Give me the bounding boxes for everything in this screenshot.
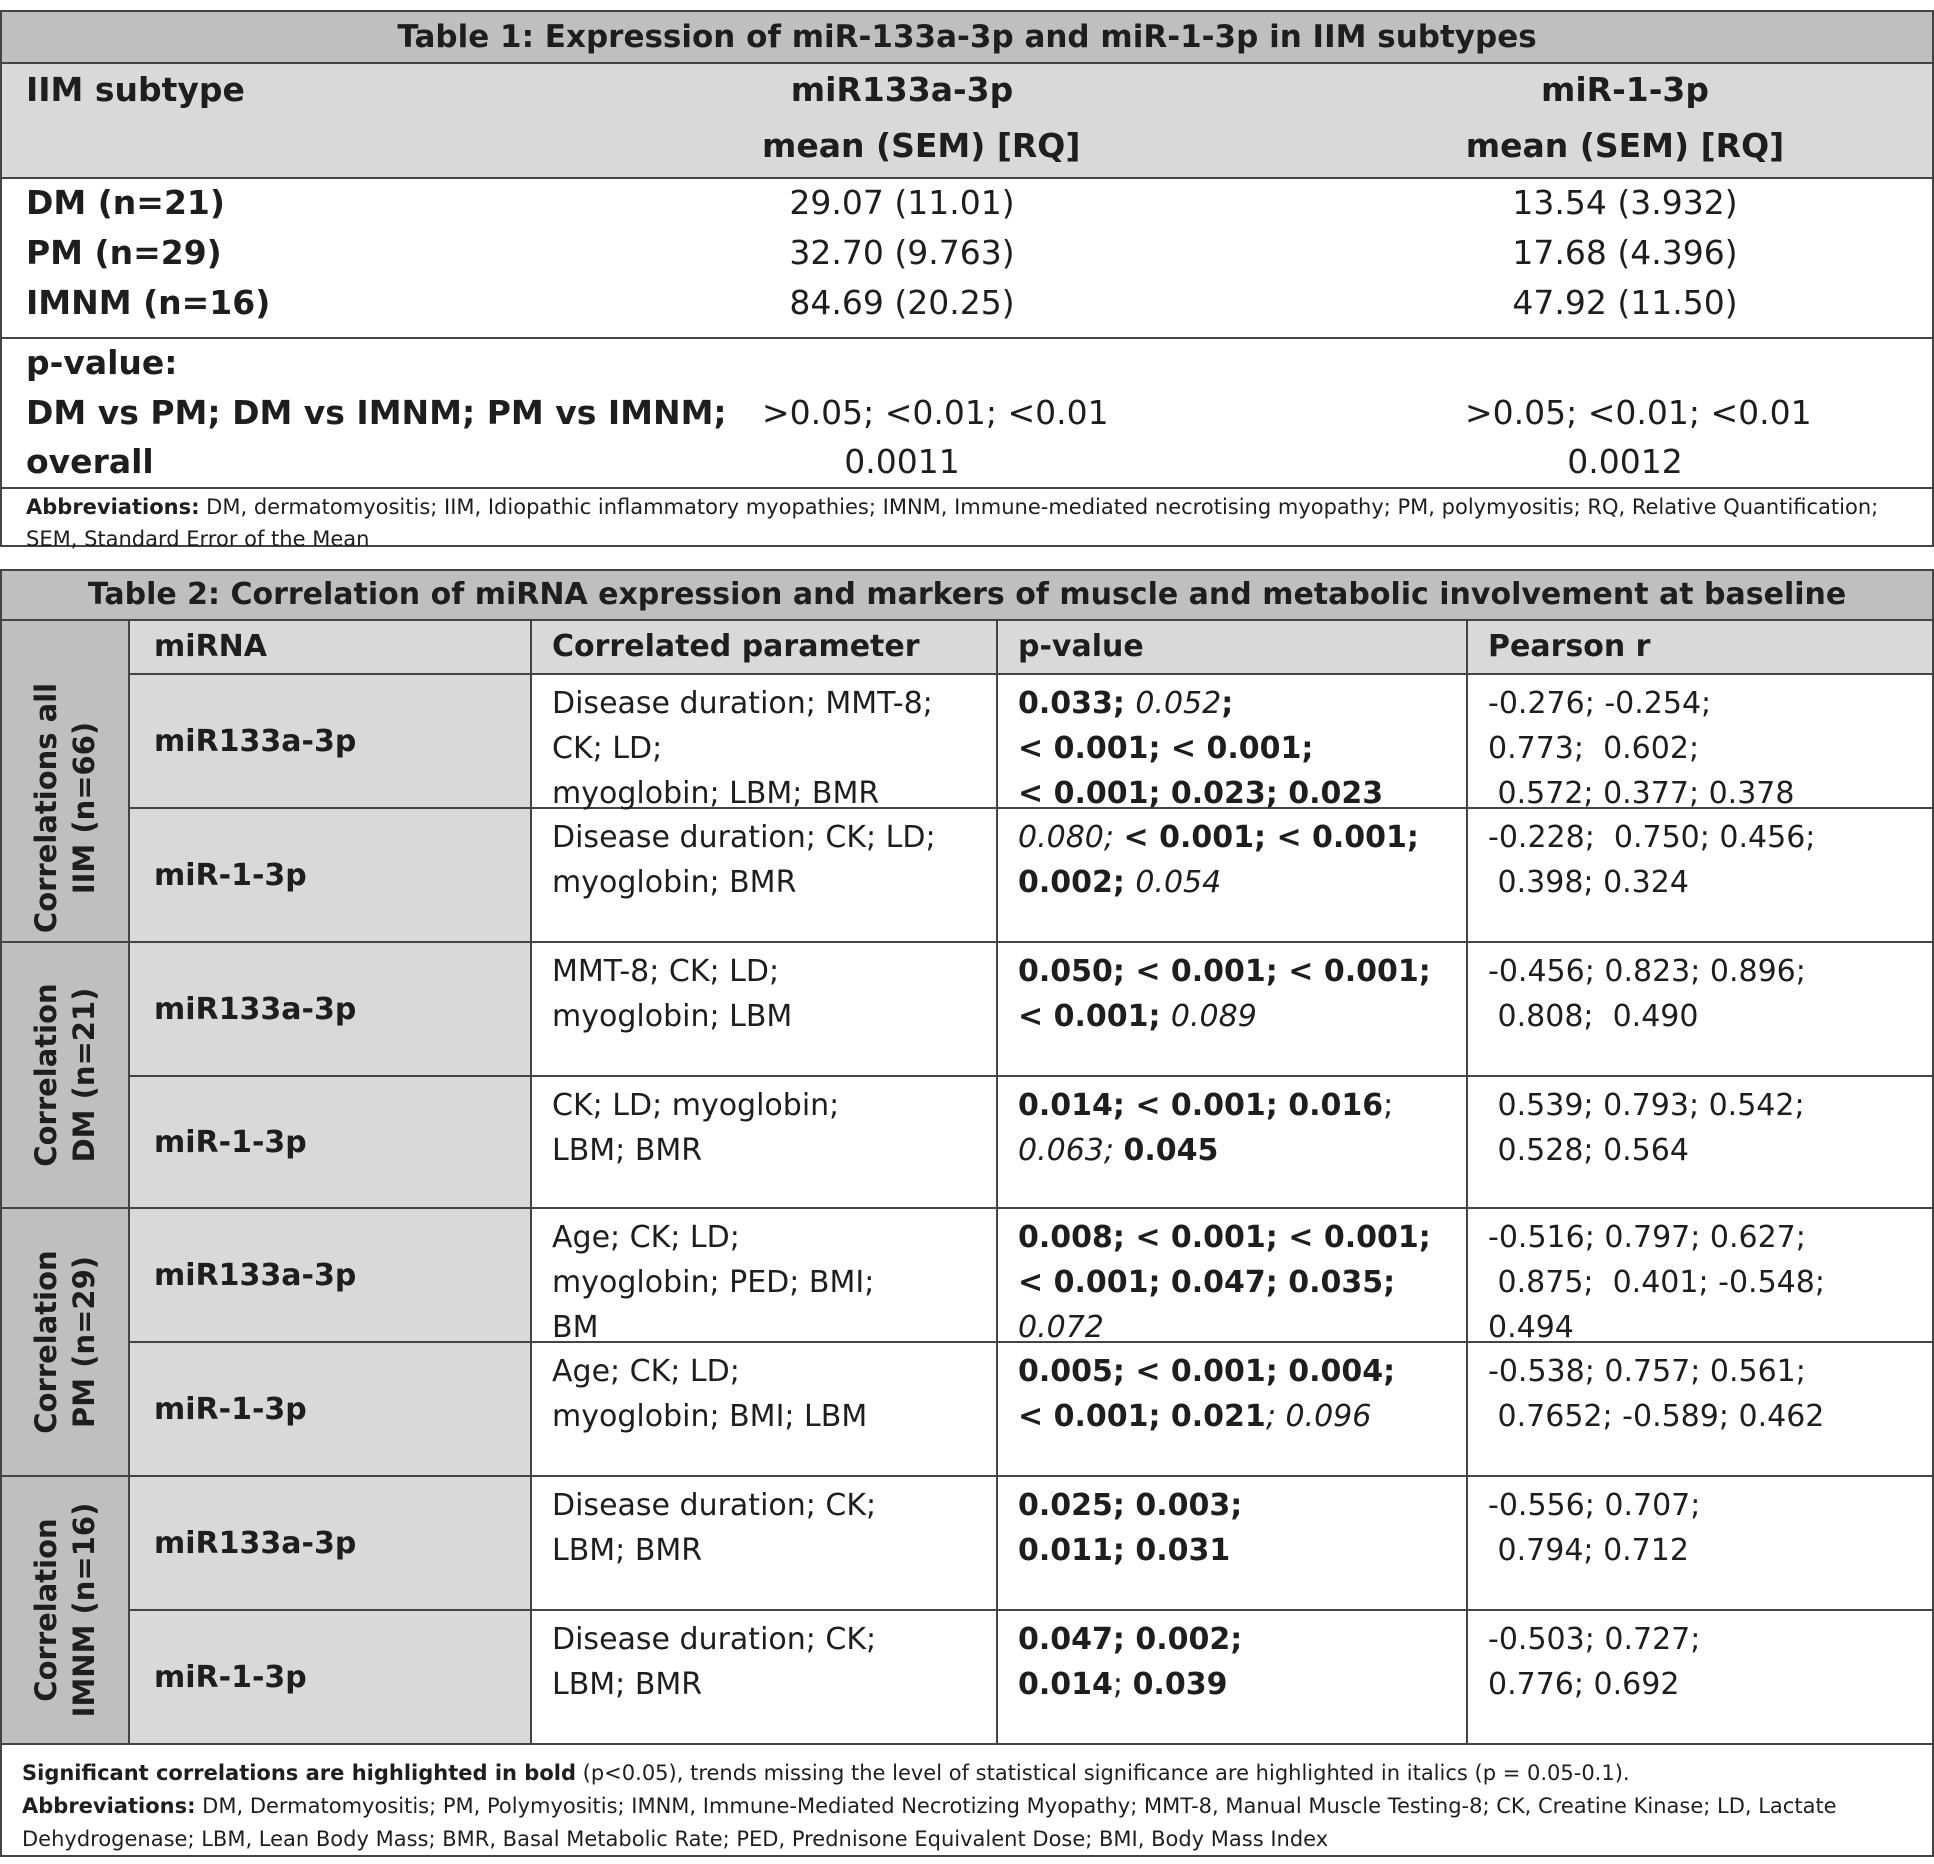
p-value-segment: 0.033;	[1018, 686, 1136, 721]
group-label-line: Correlations all	[29, 682, 63, 934]
p-value-line	[1018, 860, 1446, 905]
pearson-line: 0.875; 0.401; -0.548;	[1488, 1265, 1825, 1300]
header-mir133-stat: mean (SEM) [RQ]	[762, 126, 1081, 165]
table-1-body	[2, 179, 1932, 339]
p-value-line	[1018, 726, 1446, 771]
parameter-line: LBM; BMR	[552, 1667, 703, 1702]
pearson-line: 0.494	[1488, 1310, 1574, 1345]
p-value-segment: ;	[1112, 1667, 1133, 1702]
p-value-cell	[998, 809, 1468, 941]
mirna-cell: miR133a-3p	[130, 675, 532, 807]
group-label	[2, 675, 130, 943]
p-value-line	[1018, 1483, 1446, 1528]
overall-label: overall	[26, 442, 154, 481]
pearson-line: 0.7652; -0.589; 0.462	[1488, 1399, 1825, 1434]
p-value-segment: 0.054	[1135, 865, 1222, 900]
p-value-segment: < 0.001; 0.021	[1018, 1399, 1266, 1434]
pearson-line: 0.539; 0.793; 0.542;	[1488, 1088, 1805, 1123]
group-label-line: Correlation	[29, 1518, 63, 1702]
parameter-line: myoglobin; BMI; LBM	[552, 1399, 868, 1434]
row-mir1-value: 13.54 (3.932)	[1512, 183, 1738, 222]
p-value-segment: 0.052	[1135, 686, 1222, 721]
table-2	[0, 569, 1934, 1857]
mirna-cell: miR133a-3p	[130, 943, 532, 1075]
pearson-line: -0.503; 0.727;	[1488, 1622, 1701, 1657]
p-value-line	[1018, 1394, 1446, 1439]
p-value-cell	[998, 675, 1468, 811]
group-label-text	[27, 683, 103, 933]
header-mir1-stat: mean (SEM) [RQ]	[1465, 126, 1785, 165]
row-mir1-value: 47.92 (11.50)	[1512, 283, 1738, 322]
pearson-line: -0.228; 0.750; 0.456;	[1488, 820, 1816, 855]
group-label	[2, 1209, 130, 1477]
pearson-cell	[1468, 1209, 1932, 1345]
comparison-label: DM vs PM; DM vs IMNM; PM vs IMNM;	[26, 393, 727, 432]
p-value-line	[1018, 994, 1446, 1039]
parameter-cell	[532, 1077, 998, 1207]
header-correlated-parameter: Correlated parameter	[532, 621, 998, 673]
p-value-segment: < 0.001; 0.047; 0.035;	[1018, 1265, 1396, 1300]
mirna-cell: miR-1-3p	[130, 1611, 532, 1743]
p-value-cell	[998, 943, 1468, 1075]
parameter-line: Age; CK; LD;	[552, 1220, 740, 1255]
row-subtype: IMNM (n=16)	[26, 283, 271, 322]
group-label-line: IIM (n=66)	[67, 721, 101, 895]
p-value-segment: 0.008; < 0.001; < 0.001;	[1018, 1220, 1431, 1255]
p-value-line	[1018, 1662, 1446, 1707]
parameter-line: Disease duration; MMT-8;	[552, 686, 933, 721]
group-label-line: Correlation	[29, 1250, 63, 1434]
row-subtype: PM (n=29)	[26, 233, 222, 272]
group-label-line: Correlation	[29, 983, 63, 1167]
parameter-line: Disease duration; CK;	[552, 1488, 877, 1523]
group-label-line: IMNM (n=16)	[67, 1502, 101, 1718]
table-1-header	[2, 64, 1932, 179]
parameter-line: MMT-8; CK; LD;	[552, 954, 780, 989]
p-value-line	[1018, 1083, 1446, 1128]
p-value-line	[1018, 815, 1446, 860]
parameter-line: myoglobin; BMR	[552, 865, 797, 900]
table-1	[0, 10, 1934, 551]
parameter-line: myoglobin; LBM	[552, 999, 793, 1034]
pearson-cell	[1468, 1477, 1932, 1609]
p-value-segment: 0.045	[1123, 1133, 1219, 1168]
pearson-line: 0.808; 0.490	[1488, 999, 1699, 1034]
p-value-segment: 0.014	[1018, 1667, 1113, 1702]
p-value-segment: ; 0.096	[1265, 1399, 1372, 1434]
parameter-line: CK; LD;	[552, 731, 663, 766]
p-value-line	[1018, 1260, 1446, 1305]
group-label-text	[27, 1503, 103, 1718]
p-value-segment: 0.039	[1132, 1667, 1228, 1702]
p-value-segment: 0.063;	[1018, 1133, 1124, 1168]
pearson-line: 0.572; 0.377; 0.378	[1488, 776, 1795, 811]
p-value-segment: 0.014; < 0.001; 0.016	[1018, 1088, 1384, 1123]
p-value-segment: 0.072	[1018, 1310, 1104, 1345]
p-value-segment: < 0.001; < 0.001;	[1123, 820, 1419, 855]
p-value-segment: 0.047; 0.002;	[1018, 1622, 1243, 1657]
row-mir133-value: 84.69 (20.25)	[789, 283, 1015, 322]
p-value-segment: < 0.001;	[1018, 999, 1171, 1034]
abbr-text: DM, Dermatomyositis; PM, Polymyositis; IMNM, Immune-Mediated Necrotizing Myopathy; MMT-8, Manual Muscle Testing-8; CK, Creatine Kinase; LD, Lactate Dehydrogenase; LBM, Lean Body Mass; BMR, Basal Metabolic Rate; PED, Prednisone Equivalent Dose; BMI, Body Mass Index	[22, 1794, 1837, 1851]
group-label	[2, 943, 130, 1209]
abbr-label: Abbreviations:	[22, 1794, 196, 1818]
significance-note	[22, 1757, 1912, 1790]
parameter-line: Disease duration; CK; LD;	[552, 820, 936, 855]
significance-note-bold: Significant correlations are highlighted in bold	[22, 1761, 576, 1785]
p-value-segment: 0.080;	[1018, 820, 1124, 855]
mirna-cell: miR133a-3p	[130, 1477, 532, 1609]
pearson-cell	[1468, 675, 1932, 811]
mirna-cell: miR-1-3p	[130, 1343, 532, 1475]
p-value-segment: 0.025; 0.003;	[1018, 1488, 1243, 1523]
p-value-line	[1018, 1349, 1446, 1394]
table-row	[130, 1209, 1932, 1343]
header-iim-subtype: IIM subtype	[26, 70, 245, 109]
header-mir133-name: miR133a-3p	[790, 70, 1014, 109]
p-value-segment: 0.089	[1170, 999, 1257, 1034]
table-2-title: Table 2: Correlation of miRNA expression and markers of muscle and metabolic involvement at baseline	[2, 571, 1932, 621]
row-mir133-value: 29.07 (11.01)	[789, 183, 1015, 222]
group-label-line: PM (n=29)	[67, 1255, 101, 1429]
table-1-title: Table 1: Expression of miR-133a-3p and miR-1-3p in IIM subtypes	[2, 12, 1932, 64]
pearson-line: 0.794; 0.712	[1488, 1533, 1689, 1568]
pearson-line: 0.773; 0.602;	[1488, 731, 1700, 766]
table-row	[130, 1477, 1932, 1611]
overall-mir133: 0.0011	[844, 442, 960, 481]
header-pearson-r: Pearson r	[1488, 629, 1651, 664]
row-mir1-value: 17.68 (4.396)	[1512, 233, 1738, 272]
pearson-cell	[1468, 1343, 1932, 1475]
comparison-mir1: >0.05; <0.01; <0.01	[1465, 393, 1812, 432]
parameter-cell	[532, 1209, 998, 1345]
pearson-line: 0.398; 0.324	[1488, 865, 1689, 900]
parameter-line: Age; CK; LD;	[552, 1354, 740, 1389]
pearson-cell	[1468, 809, 1932, 941]
p-value-segment: < 0.001; < 0.001;	[1018, 731, 1314, 766]
p-value-segment: 0.050; < 0.001; < 0.001;	[1018, 954, 1431, 989]
table-2-header	[130, 621, 1932, 675]
parameter-cell	[532, 675, 998, 811]
pearson-line: -0.516; 0.797; 0.627;	[1488, 1220, 1806, 1255]
overall-mir1: 0.0012	[1567, 442, 1683, 481]
parameter-line: CK; LD; myoglobin;	[552, 1088, 840, 1123]
p-value-segment: 0.005; < 0.001; 0.004;	[1018, 1354, 1396, 1389]
p-value-segment: ;	[1383, 1088, 1394, 1123]
p-value-line	[1018, 1128, 1446, 1173]
pearson-cell	[1468, 1077, 1932, 1207]
table-row	[130, 675, 1932, 809]
pearson-line: 0.528; 0.564	[1488, 1133, 1689, 1168]
table-row	[130, 809, 1932, 943]
pearson-line: -0.456; 0.823; 0.896;	[1488, 954, 1806, 989]
p-value-segment: ;	[1221, 686, 1234, 721]
p-value-segment: < 0.001; 0.023; 0.023	[1018, 776, 1384, 811]
table-row	[130, 1077, 1932, 1209]
parameter-line: LBM; BMR	[552, 1133, 703, 1168]
parameter-cell	[532, 1477, 998, 1609]
abbr-label: Abbreviations:	[26, 495, 200, 519]
p-value-cell	[998, 1209, 1468, 1345]
pearson-line: -0.556; 0.707;	[1488, 1488, 1701, 1523]
pearson-cell	[1468, 1611, 1932, 1743]
parameter-cell	[532, 943, 998, 1075]
table-1-abbreviations	[2, 489, 1932, 551]
parameter-cell	[532, 1611, 998, 1743]
row-mir133-value: 32.70 (9.763)	[789, 233, 1015, 272]
group-label-line: DM (n=21)	[67, 987, 101, 1163]
pearson-line: 0.776; 0.692	[1488, 1667, 1680, 1702]
parameter-line: Disease duration; CK;	[552, 1622, 877, 1657]
table-1-pvalues	[2, 339, 1932, 489]
comparison-mir133: >0.05; <0.01; <0.01	[762, 393, 1109, 432]
p-value-segment: 0.011; 0.031	[1018, 1533, 1231, 1568]
pvalue-label: p-value:	[26, 343, 178, 382]
p-value-cell	[998, 1343, 1468, 1475]
corner-cell	[2, 621, 130, 675]
parameter-cell	[532, 809, 998, 941]
group-label-text	[27, 1250, 103, 1433]
parameter-line: myoglobin; PED; BMI;	[552, 1265, 875, 1300]
p-value-cell	[998, 1077, 1468, 1207]
group-label	[2, 1477, 130, 1745]
table-row	[130, 1343, 1932, 1477]
mirna-cell: miR133a-3p	[130, 1209, 532, 1341]
abbreviations-note	[22, 1790, 1912, 1856]
row-subtype: DM (n=21)	[26, 183, 225, 222]
p-value-cell	[998, 1477, 1468, 1609]
header-p-value: p-value	[998, 621, 1468, 673]
p-value-segment: 0.002;	[1018, 865, 1136, 900]
p-value-cell	[998, 1611, 1468, 1743]
parameter-line: LBM; BMR	[552, 1533, 703, 1568]
p-value-line	[1018, 1528, 1446, 1573]
significance-note-text: (p<0.05), trends missing the level of statistical significance are highlighted in italics (p = 0.05-0.1).	[575, 1761, 1630, 1785]
table-row	[130, 943, 1932, 1077]
header-mirna: miRNA	[130, 621, 532, 673]
pearson-cell	[1468, 943, 1932, 1075]
abbr-text: DM, dermatomyositis; IIM, Idiopathic inflammatory myopathies; IMNM, Immune-mediated necrotising myopathy; PM, polymyositis; RQ, Relative Quantification; SEM, Standard Error of the Mean	[26, 495, 1879, 551]
p-value-line	[1018, 1617, 1446, 1662]
table-2-footnotes	[2, 1749, 1932, 1864]
pearson-line: -0.276; -0.254;	[1488, 686, 1712, 721]
p-value-line	[1018, 681, 1446, 726]
mirna-cell: miR-1-3p	[130, 1077, 532, 1207]
mirna-cell: miR-1-3p	[130, 809, 532, 941]
header-mir1-name: miR-1-3p	[1540, 70, 1710, 109]
parameter-line: BM	[552, 1310, 599, 1345]
parameter-cell	[532, 1343, 998, 1475]
p-value-line	[1018, 1215, 1446, 1260]
pearson-line: -0.538; 0.757; 0.561;	[1488, 1354, 1806, 1389]
group-label-text	[27, 983, 103, 1166]
table-row	[130, 1611, 1932, 1745]
p-value-line	[1018, 949, 1446, 994]
parameter-line: myoglobin; LBM; BMR	[552, 776, 880, 811]
